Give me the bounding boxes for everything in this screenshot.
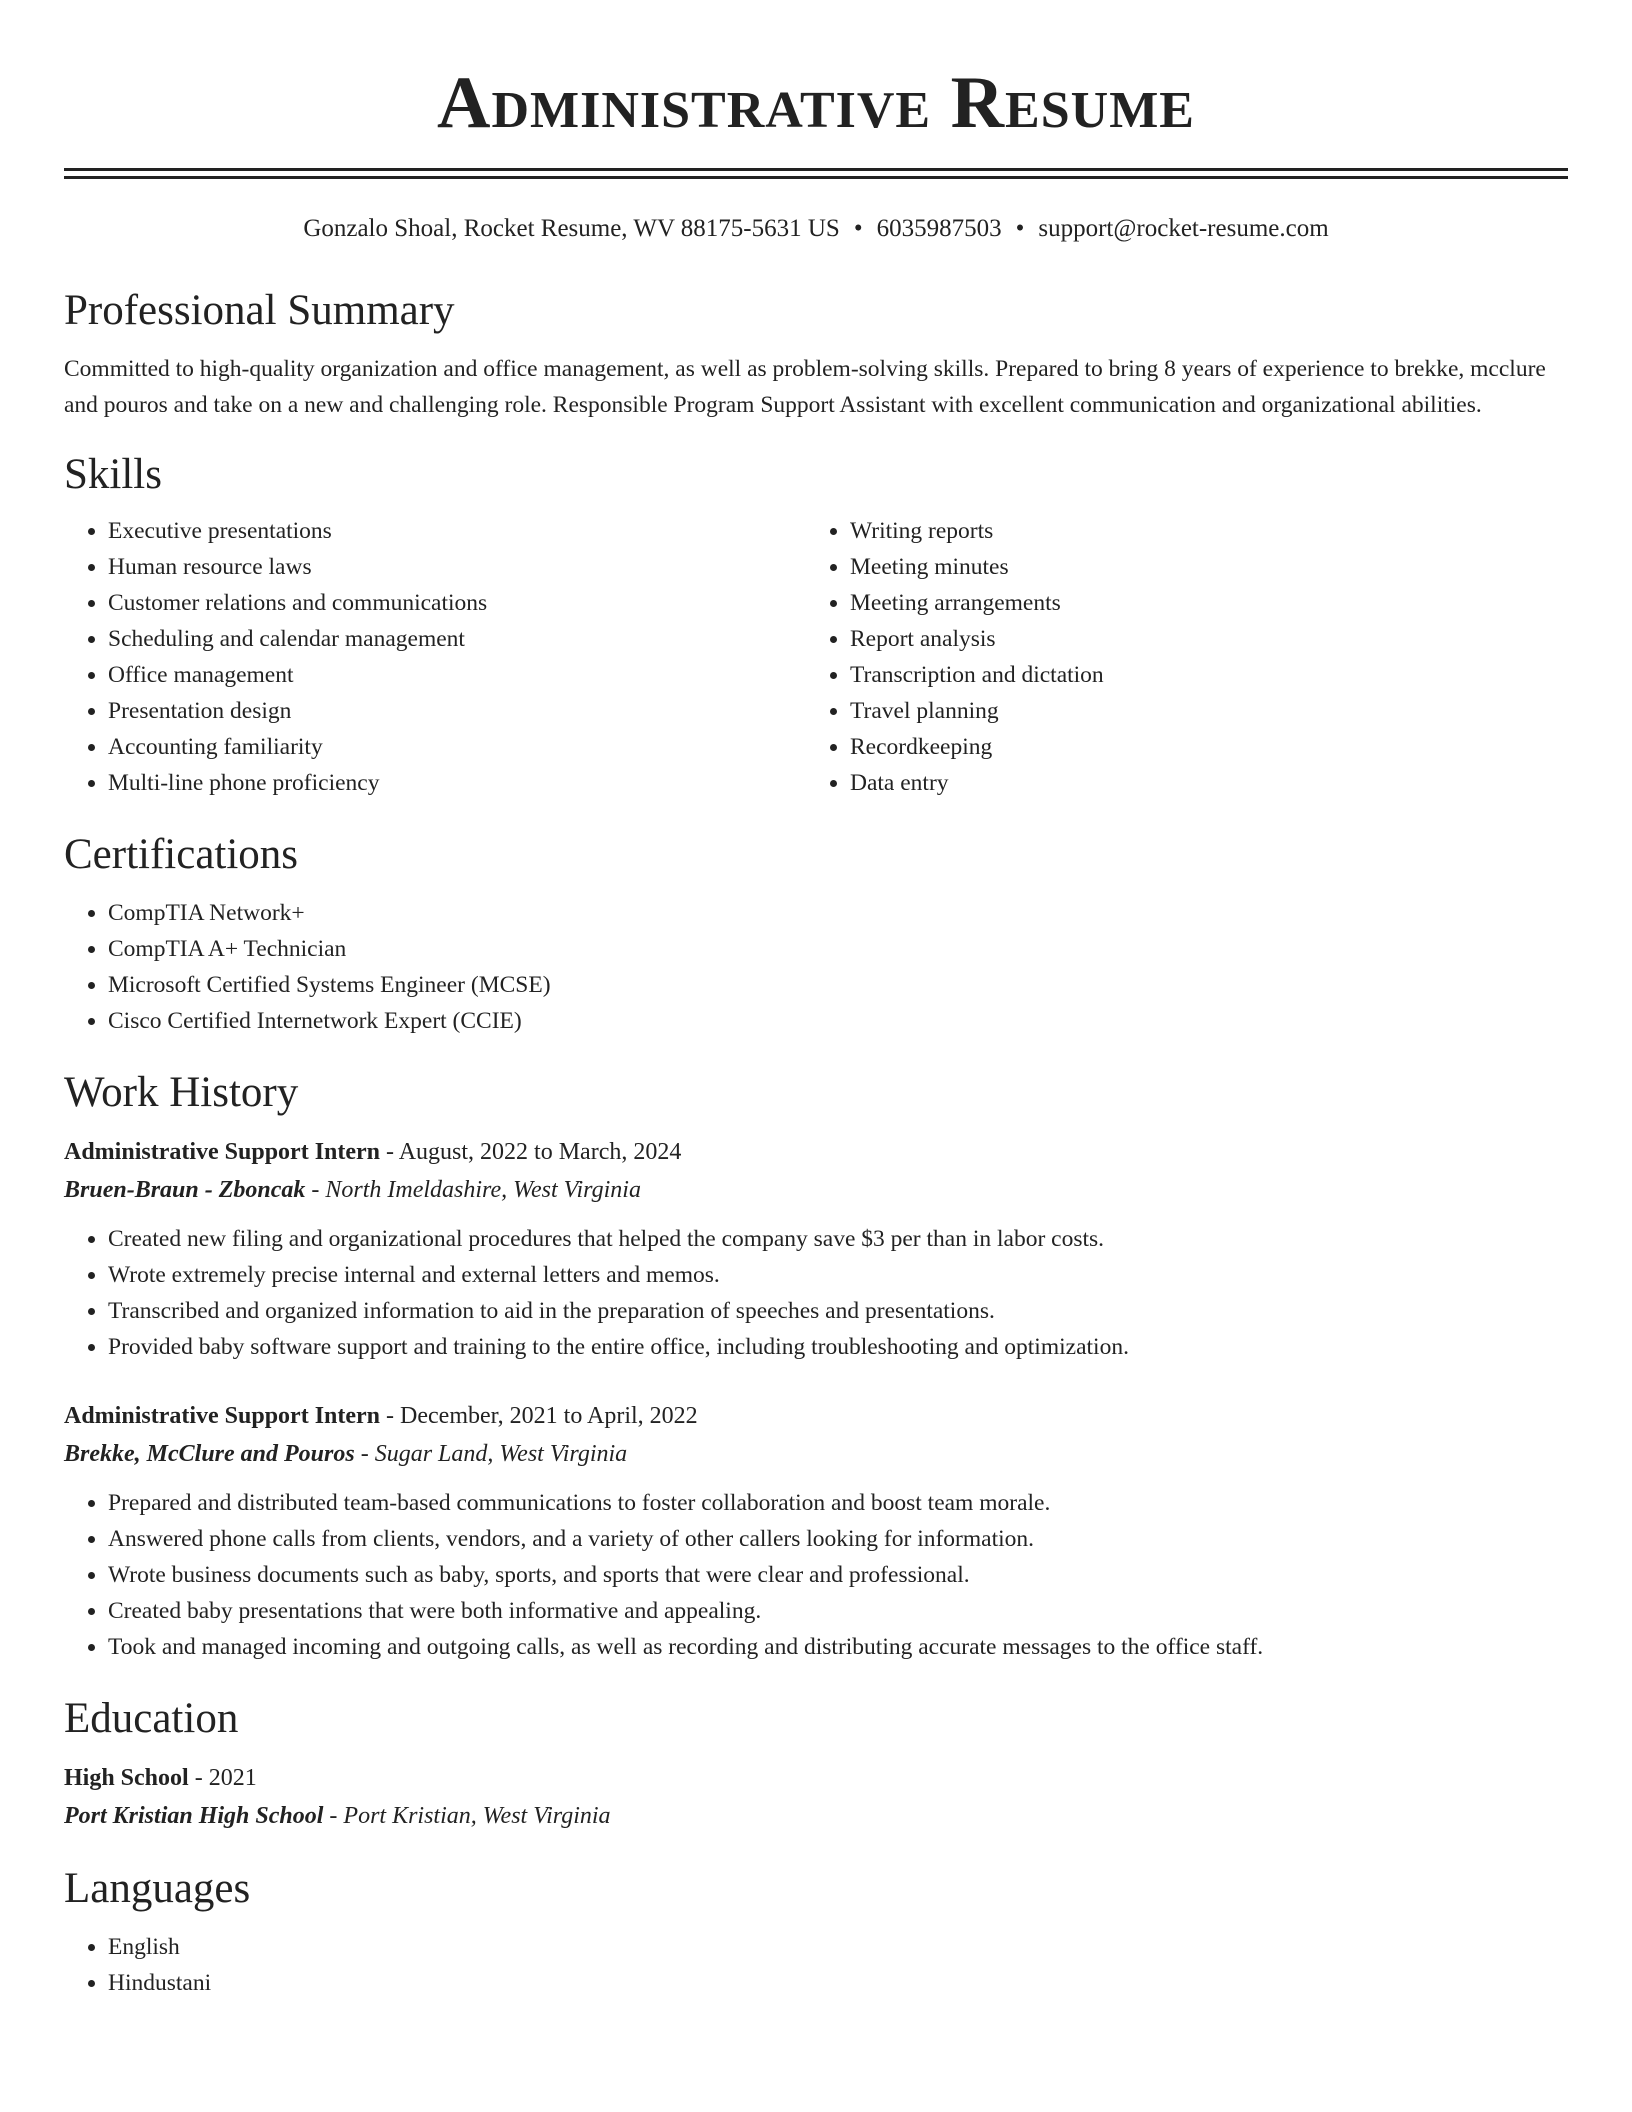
job-dates: August, 2022 to March, 2024 <box>398 1139 682 1165</box>
resume-title: Administrative Resume <box>437 62 1195 144</box>
job-bullet: • Prepared and distributed team-based communications to foster collaboration and boost team morale. <box>108 1485 1568 1521</box>
language-item: • English <box>108 1929 1568 1965</box>
job-title-line: Administrative Support Intern - December, 2021 to April, 2022 <box>64 1403 698 1429</box>
contact-phone: 6035987503 <box>876 215 1002 242</box>
skill-item: • Recordkeeping <box>850 729 1548 765</box>
certification-item: • Microsoft Certified Systems Engineer (MCSE) <box>108 967 1568 1003</box>
skill-item: • Executive presentations <box>108 513 806 549</box>
summary-heading: Professional Summary <box>64 287 455 334</box>
skills-list-right <box>806 513 1548 801</box>
skill-item: • Human resource laws <box>108 549 806 585</box>
skill-item: • Meeting arrangements <box>850 585 1548 621</box>
language-item: • Hindustani <box>108 1965 1568 2001</box>
job-role: Administrative Support Intern <box>64 1139 381 1165</box>
contact-line <box>64 213 1568 245</box>
contact-separator: • <box>853 215 863 242</box>
certifications-section <box>64 829 1568 1039</box>
skill-item: • Office management <box>108 657 806 693</box>
skills-section <box>64 449 1568 801</box>
job-location: North Imeldashire, West Virginia <box>325 1177 641 1203</box>
job-dates: December, 2021 to April, 2022 <box>400 1403 698 1429</box>
job-bullet: • Transcribed and organized information to aid in the preparation of speeches and presentations. <box>108 1293 1568 1329</box>
job-location: Sugar Land, West Virginia <box>374 1441 628 1467</box>
title-divider-top <box>64 168 1568 171</box>
summary-section <box>64 285 1568 423</box>
contact-email: support@rocket-resume.com <box>1038 215 1329 242</box>
certifications-heading: Certifications <box>64 831 299 878</box>
skill-item: • Meeting minutes <box>850 549 1548 585</box>
skill-item: • Scheduling and calendar management <box>108 621 806 657</box>
job-title-line: Administrative Support Intern - August, 2022 to March, 2024 <box>64 1139 682 1165</box>
skills-list-left <box>64 513 806 801</box>
skill-item: • Presentation design <box>108 693 806 729</box>
skills-heading: Skills <box>64 451 162 498</box>
job-company-line: Bruen-Braun - Zboncak - North Imeldashire, West Virginia <box>64 1177 641 1203</box>
skills-grid <box>64 513 1568 801</box>
job-bullet: • Took and managed incoming and outgoing calls, as well as recording and distributing accurate messages to the office staff. <box>108 1629 1568 1665</box>
job-bullet: • Wrote extremely precise internal and external letters and memos. <box>108 1257 1568 1293</box>
languages-section <box>64 1863 1568 2001</box>
certification-item: • CompTIA A+ Technician <box>108 931 1568 967</box>
certification-item: • Cisco Certified Internetwork Expert (CCIE) <box>108 1003 1568 1039</box>
skill-item: • Customer relations and communications <box>108 585 806 621</box>
education-degree: High School <box>64 1765 189 1791</box>
education-degree-line: High School - 2021 <box>64 1765 257 1791</box>
job-bullet: • Answered phone calls from clients, vendors, and a variety of other callers looking for information. <box>108 1521 1568 1557</box>
certification-item: • CompTIA Network+ <box>108 895 1568 931</box>
education-year: 2021 <box>208 1765 257 1791</box>
skill-item: • Accounting familiarity <box>108 729 806 765</box>
job-bullet: • Provided baby software support and training to the entire office, including troubleshooting and optimization. <box>108 1329 1568 1365</box>
job-bullet: • Created new filing and organizational procedures that helped the company save $3 per than in labor costs. <box>108 1221 1568 1257</box>
skill-item: • Data entry <box>850 765 1548 801</box>
job-bullet: • Wrote business documents such as baby, sports, and sports that were clear and professional. <box>108 1557 1568 1593</box>
contact-separator: • <box>1015 215 1025 242</box>
job-bullets <box>64 1221 1568 1365</box>
job-entry <box>64 1397 1568 1665</box>
job-bullet: • Created baby presentations that were both informative and appealing. <box>108 1593 1568 1629</box>
job-company: Bruen-Braun - Zboncak <box>64 1177 306 1203</box>
skill-item: • Report analysis <box>850 621 1548 657</box>
work-history-section <box>64 1067 1568 1665</box>
languages-list <box>64 1929 1568 2001</box>
skill-item: • Multi-line phone proficiency <box>108 765 806 801</box>
job-company: Brekke, McClure and Pouros <box>64 1441 355 1467</box>
contact-address: Gonzalo Shoal, Rocket Resume, WV 88175-5631 US <box>303 215 840 242</box>
title-divider-bottom <box>64 176 1568 179</box>
job-entry <box>64 1133 1568 1365</box>
education-location: Port Kristian, West Virginia <box>343 1803 611 1829</box>
languages-heading: Languages <box>64 1865 251 1912</box>
work-history-heading: Work History <box>64 1069 299 1116</box>
education-section <box>64 1693 1568 1835</box>
education-school-line: Port Kristian High School - Port Kristian, West Virginia <box>64 1803 611 1829</box>
skill-item: • Transcription and dictation <box>850 657 1548 693</box>
skill-item: • Travel planning <box>850 693 1548 729</box>
education-school: Port Kristian High School <box>64 1803 324 1829</box>
skill-item: • Writing reports <box>850 513 1548 549</box>
job-role: Administrative Support Intern <box>64 1403 381 1429</box>
certifications-list <box>64 895 1568 1039</box>
job-company-line: Brekke, McClure and Pouros - Sugar Land, West Virginia <box>64 1441 628 1467</box>
education-heading: Education <box>64 1695 239 1742</box>
job-bullets <box>64 1485 1568 1665</box>
summary-text: Committed to high-quality organization and office management, as well as problem-solving skills. Prepared to bring 8 years of experience to brekke, mcclure and pouros and take on a new and challenging role. Responsible Program Support Assistant with excellent communication and organizational abilities. <box>64 356 1546 418</box>
